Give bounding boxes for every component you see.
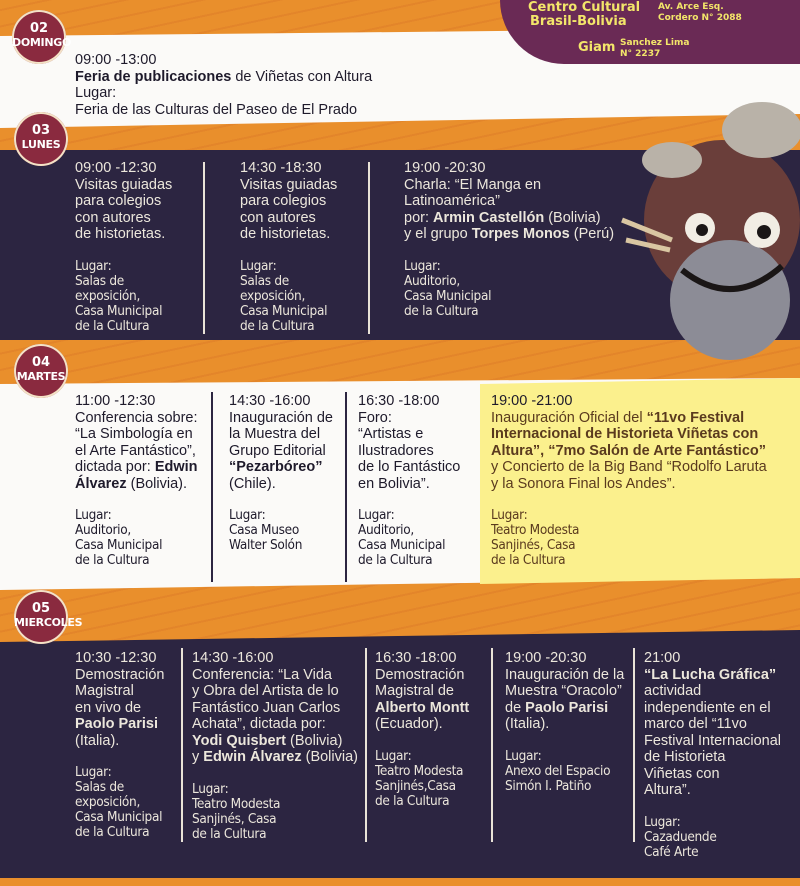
miercoles-divider-3: [491, 648, 493, 842]
day-badge-lunes: 03 LUNES: [14, 112, 68, 166]
venue-brasil-bolivia: Brasil-Bolivia: [530, 14, 627, 29]
martes-divider-1: [211, 392, 213, 582]
miercoles-divider-1: [181, 648, 183, 842]
lunes-event-3: 19:00 -20:30 Charla: “El Manga en Latinoamérica” por: Armin Castellón (Bolivia) y el grupo Torpes Monos (Perú) Lugar: Auditorio, Casa Municipal de la Cultura: [404, 160, 615, 319]
miercoles-divider-4: [633, 648, 635, 842]
venue-giam: Giam: [578, 40, 616, 55]
venue-giam-address-2: N° 2237: [620, 49, 661, 59]
miercoles-event-1: 10:30 -12:30 Demostración Magistral en vivo de Paolo Parisi (Italia). Lugar: Salas de exposición, Casa Municipal de la Cultura: [75, 650, 165, 840]
martes-event-1: 11:00 -12:30 Conferencia sobre: “La Simbología en el Arte Fantástico”, dictada por: Edwin Álvarez (Bolivia). Lugar: Auditorio, Casa Municipal de la Cultura: [75, 393, 198, 568]
venue-address-1: Av. Arce Esq.: [658, 2, 724, 12]
lunes-event-1: 09:00 -12:30 Visitas guiadas para colegios con autores de historietas. Lugar: Salas de exposición, Casa Municipal de la Cultura: [75, 160, 173, 334]
day-badge-miercoles: 05 MIERCOLES: [14, 590, 68, 644]
miercoles-event-5: 21:00 “La Lucha Gráfica” actividad independiente en el marco del “11vo Festival Internacional de Historieta Viñetas con Altura”. Lugar: Cazaduende Café Arte: [644, 650, 782, 860]
domingo-event: 09:00 -13:00 Feria de publicaciones de Viñetas con Altura Lugar: Feria de las Culturas del Paseo de El Prado: [75, 52, 373, 118]
martes-event-3: 16:30 -18:00 Foro: “Artistas e Ilustradores de lo Fantástico en Bolivia”. Lugar: Auditorio, Casa Municipal de la Cultura: [358, 393, 461, 568]
day-badge-martes: 04 MARTES: [14, 344, 68, 398]
bottom-strip: [0, 878, 800, 886]
lunes-event-2: 14:30 -18:30 Visitas guiadas para colegios con autores de historietas. Lugar: Salas de exposición, Casa Municipal de la Cultura: [240, 160, 338, 334]
miercoles-event-2: 14:30 -16:00 Conferencia: “La Vida y Obra del Artista de lo Fantástico Juan Carlos Achata”, dictada por: Yodi Quisbert (Bolivia) y Edwin Álvarez (Bolivia) Lugar: Teatro Modesta Sanjinés, Casa de la Cultura: [192, 650, 358, 842]
martes-event-2: 14:30 -16:00 Inauguración de la Muestra del Grupo Editorial “Pezarbóreo” (Chile). Lugar: Casa Museo Walter Solón: [229, 393, 333, 553]
venue-giam-address-1: Sanchez Lima: [620, 38, 690, 48]
miercoles-event-3: 16:30 -18:00 Demostración Magistral de Alberto Montt (Ecuador). Lugar: Teatro Modesta Sanjinés,Casa de la Cultura: [375, 650, 470, 809]
miercoles-event-4: 19:00 -20:30 Inauguración de la Muestra “Oracolo” de Paolo Parisi (Italia). Lugar: Anexo del Espacio Simón I. Patiño: [505, 650, 625, 794]
venue-centro-cultural: Centro Cultural: [528, 0, 641, 15]
martes-event-4: 19:00 -21:00 Inauguración Oficial del “11vo Festival Internacional de Historieta Viñetas con Altura”, “7mo Salón de Arte Fantástico” y Concierto de la Big Band “Rodolfo Laruta y la Sonora Final los Andes”. Lugar: Teatro Modesta Sanjinés, Casa de la Cultura: [491, 393, 767, 568]
day-badge-domingo: 02 DOMINGO: [12, 10, 66, 64]
miercoles-divider-2: [365, 648, 367, 842]
lunes-divider-2: [368, 162, 370, 334]
lunes-divider-1: [203, 162, 205, 334]
venue-address-2: Cordero N° 2088: [658, 13, 742, 23]
martes-divider-2: [345, 392, 347, 582]
